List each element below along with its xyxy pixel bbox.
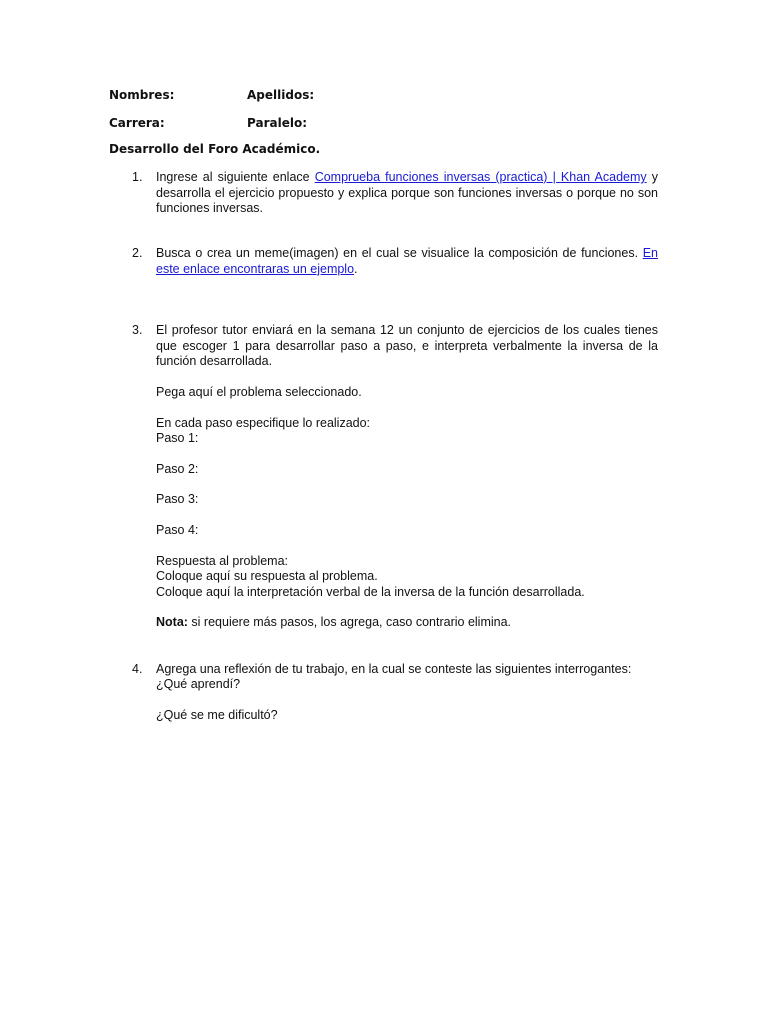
- paso-1-label: Paso 1:: [156, 431, 199, 445]
- section-title: Desarrollo del Foro Académico.: [109, 142, 321, 156]
- question-que-aprendi: ¿Qué aprendí?: [156, 677, 241, 691]
- carrera-label: Carrera:: [109, 116, 165, 130]
- example-link[interactable]: En este enlace encontraras un ejemplo: [156, 246, 658, 276]
- respuesta-line-2: Coloque aquí la interpretación verbal de la inversa de la función desarrollada.: [156, 585, 585, 599]
- paso-3-label: Paso 3:: [156, 492, 199, 506]
- item-2-number: 2.: [132, 246, 143, 260]
- nota-text: si requiere más pasos, los agrega, caso contrario elimina.: [187, 615, 512, 629]
- pega-problema-text: Pega aquí el problema seleccionado.: [156, 385, 362, 399]
- respuesta-label: Respuesta al problema:: [156, 554, 289, 568]
- nombres-label: Nombres:: [109, 88, 175, 102]
- respuesta-line-1: Coloque aquí su respuesta al problema.: [156, 569, 378, 583]
- item-1-paragraph: [156, 170, 658, 217]
- item-3-paragraph: El profesor tutor enviará en la semana 12 un conjunto de ejercicios de los cuales tienes que escoger 1 para desarrollar paso a paso, e interpreta verbalmente la inversa de la función desarrollada.: [156, 323, 658, 368]
- especifique-text: En cada paso especifique lo realizado:: [156, 416, 371, 430]
- paso-2-label: Paso 2:: [156, 462, 199, 476]
- apellidos-label: Apellidos:: [247, 88, 315, 102]
- item-2-text-before: Busca o crea un meme(imagen) en el cual se visualice la composición de funciones.: [156, 246, 643, 260]
- nota-label: Nota:: [156, 615, 188, 629]
- item-1-number: 1.: [132, 170, 143, 184]
- item-2-paragraph: [156, 246, 658, 277]
- nota-line: [156, 615, 511, 629]
- question-que-dificulto: ¿Qué se me dificultó?: [156, 708, 278, 722]
- paso-4-label: Paso 4:: [156, 523, 199, 537]
- item-2-text-after: .: [354, 261, 358, 276]
- khan-academy-link[interactable]: Comprueba funciones inversas (practica) | Khan Academy: [314, 170, 647, 184]
- item-1-text-after: y desarrolla el ejercicio propuesto y explica porque son funciones inversas o porque no son funciones inversas.: [156, 170, 658, 215]
- item-3-number: 3.: [132, 323, 143, 337]
- item-1-text-before: Ingrese al siguiente enlace: [156, 170, 315, 184]
- item-4-number: 4.: [132, 662, 143, 676]
- item-4-text: Agrega una reflexión de tu trabajo, en la cual se conteste las siguientes interrogantes:: [156, 662, 632, 676]
- paralelo-label: Paralelo:: [247, 116, 307, 130]
